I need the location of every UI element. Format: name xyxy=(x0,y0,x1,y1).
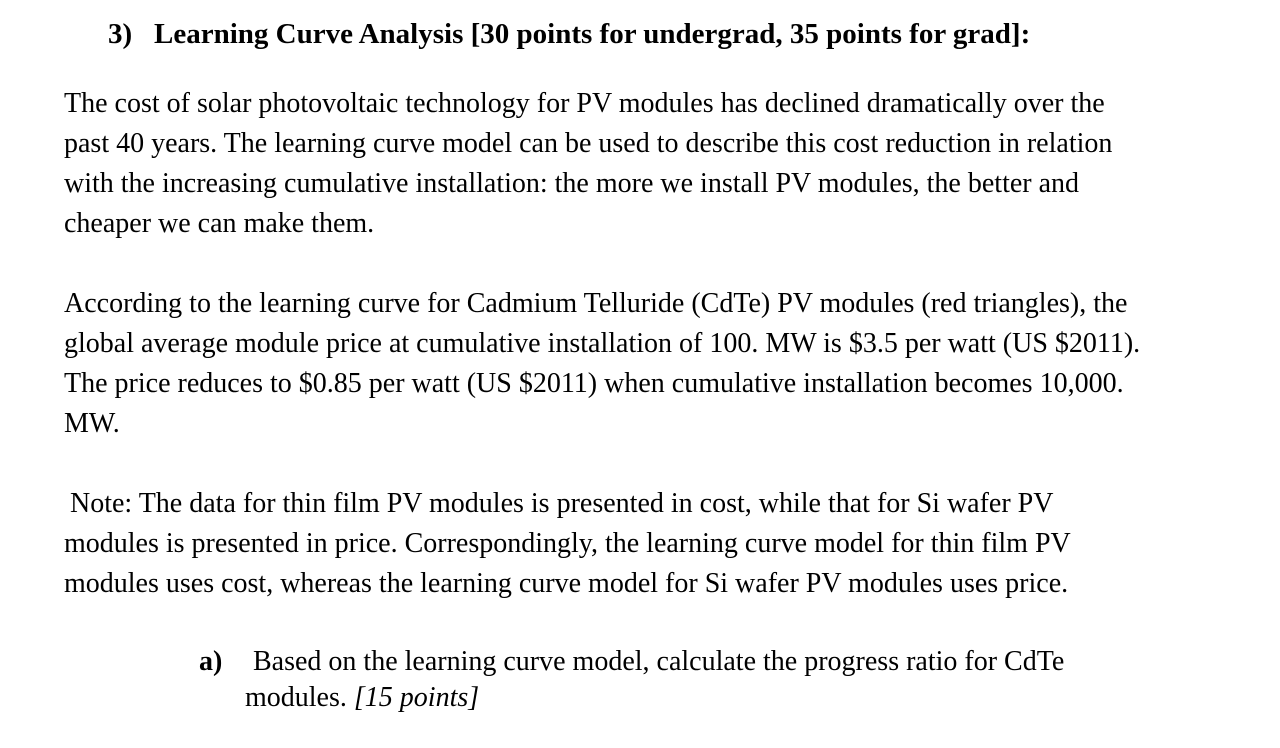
paragraph-line: past 40 years. The learning curve model can be used to describe this cost reduction in relation xyxy=(64,128,1113,159)
paragraph-line: MW. xyxy=(64,408,120,439)
question-points: [15 points] xyxy=(353,682,480,713)
section-title: Learning Curve Analysis [30 points for undergrad, 35 points for grad]: xyxy=(154,18,1031,50)
paragraph-line: modules uses cost, whereas the learning curve model for Si wafer PV modules uses price. xyxy=(64,568,1069,599)
question-text-end: modules. xyxy=(245,682,347,713)
question-text: Based on the learning curve model, calculate the progress ratio for CdTe xyxy=(253,646,1065,677)
note-paragraph xyxy=(64,484,1244,604)
paragraph-line: modules is presented in price. Correspondingly, the learning curve model for thin film PV xyxy=(64,528,1071,559)
paragraph-line: The price reduces to $0.85 per watt (US $2011) when cumulative installation becomes 10,000. xyxy=(64,368,1124,399)
intro-paragraph xyxy=(64,84,1244,244)
paragraph-line: The cost of solar photovoltaic technology for PV modules has declined dramatically over the xyxy=(64,88,1105,119)
question-label: a) xyxy=(199,646,223,677)
paragraph-line: global average module price at cumulative installation of 100. MW is $3.5 per watt (US $2011). xyxy=(64,328,1141,359)
paragraph-line: According to the learning curve for Cadmium Telluride (CdTe) PV modules (red triangles), the xyxy=(64,288,1128,319)
section-number: 3) xyxy=(108,18,133,50)
section-heading xyxy=(108,14,1030,54)
paragraph-line: Note: The data for thin film PV modules is presented in cost, while that for Si wafer PV xyxy=(70,488,1054,519)
question-a xyxy=(199,644,1064,716)
paragraph-line: cheaper we can make them. xyxy=(64,208,375,239)
question-text-continued xyxy=(199,680,1064,716)
paragraph-line: with the increasing cumulative installation: the more we install PV modules, the better and xyxy=(64,168,1080,199)
cdte-paragraph xyxy=(64,284,1244,444)
